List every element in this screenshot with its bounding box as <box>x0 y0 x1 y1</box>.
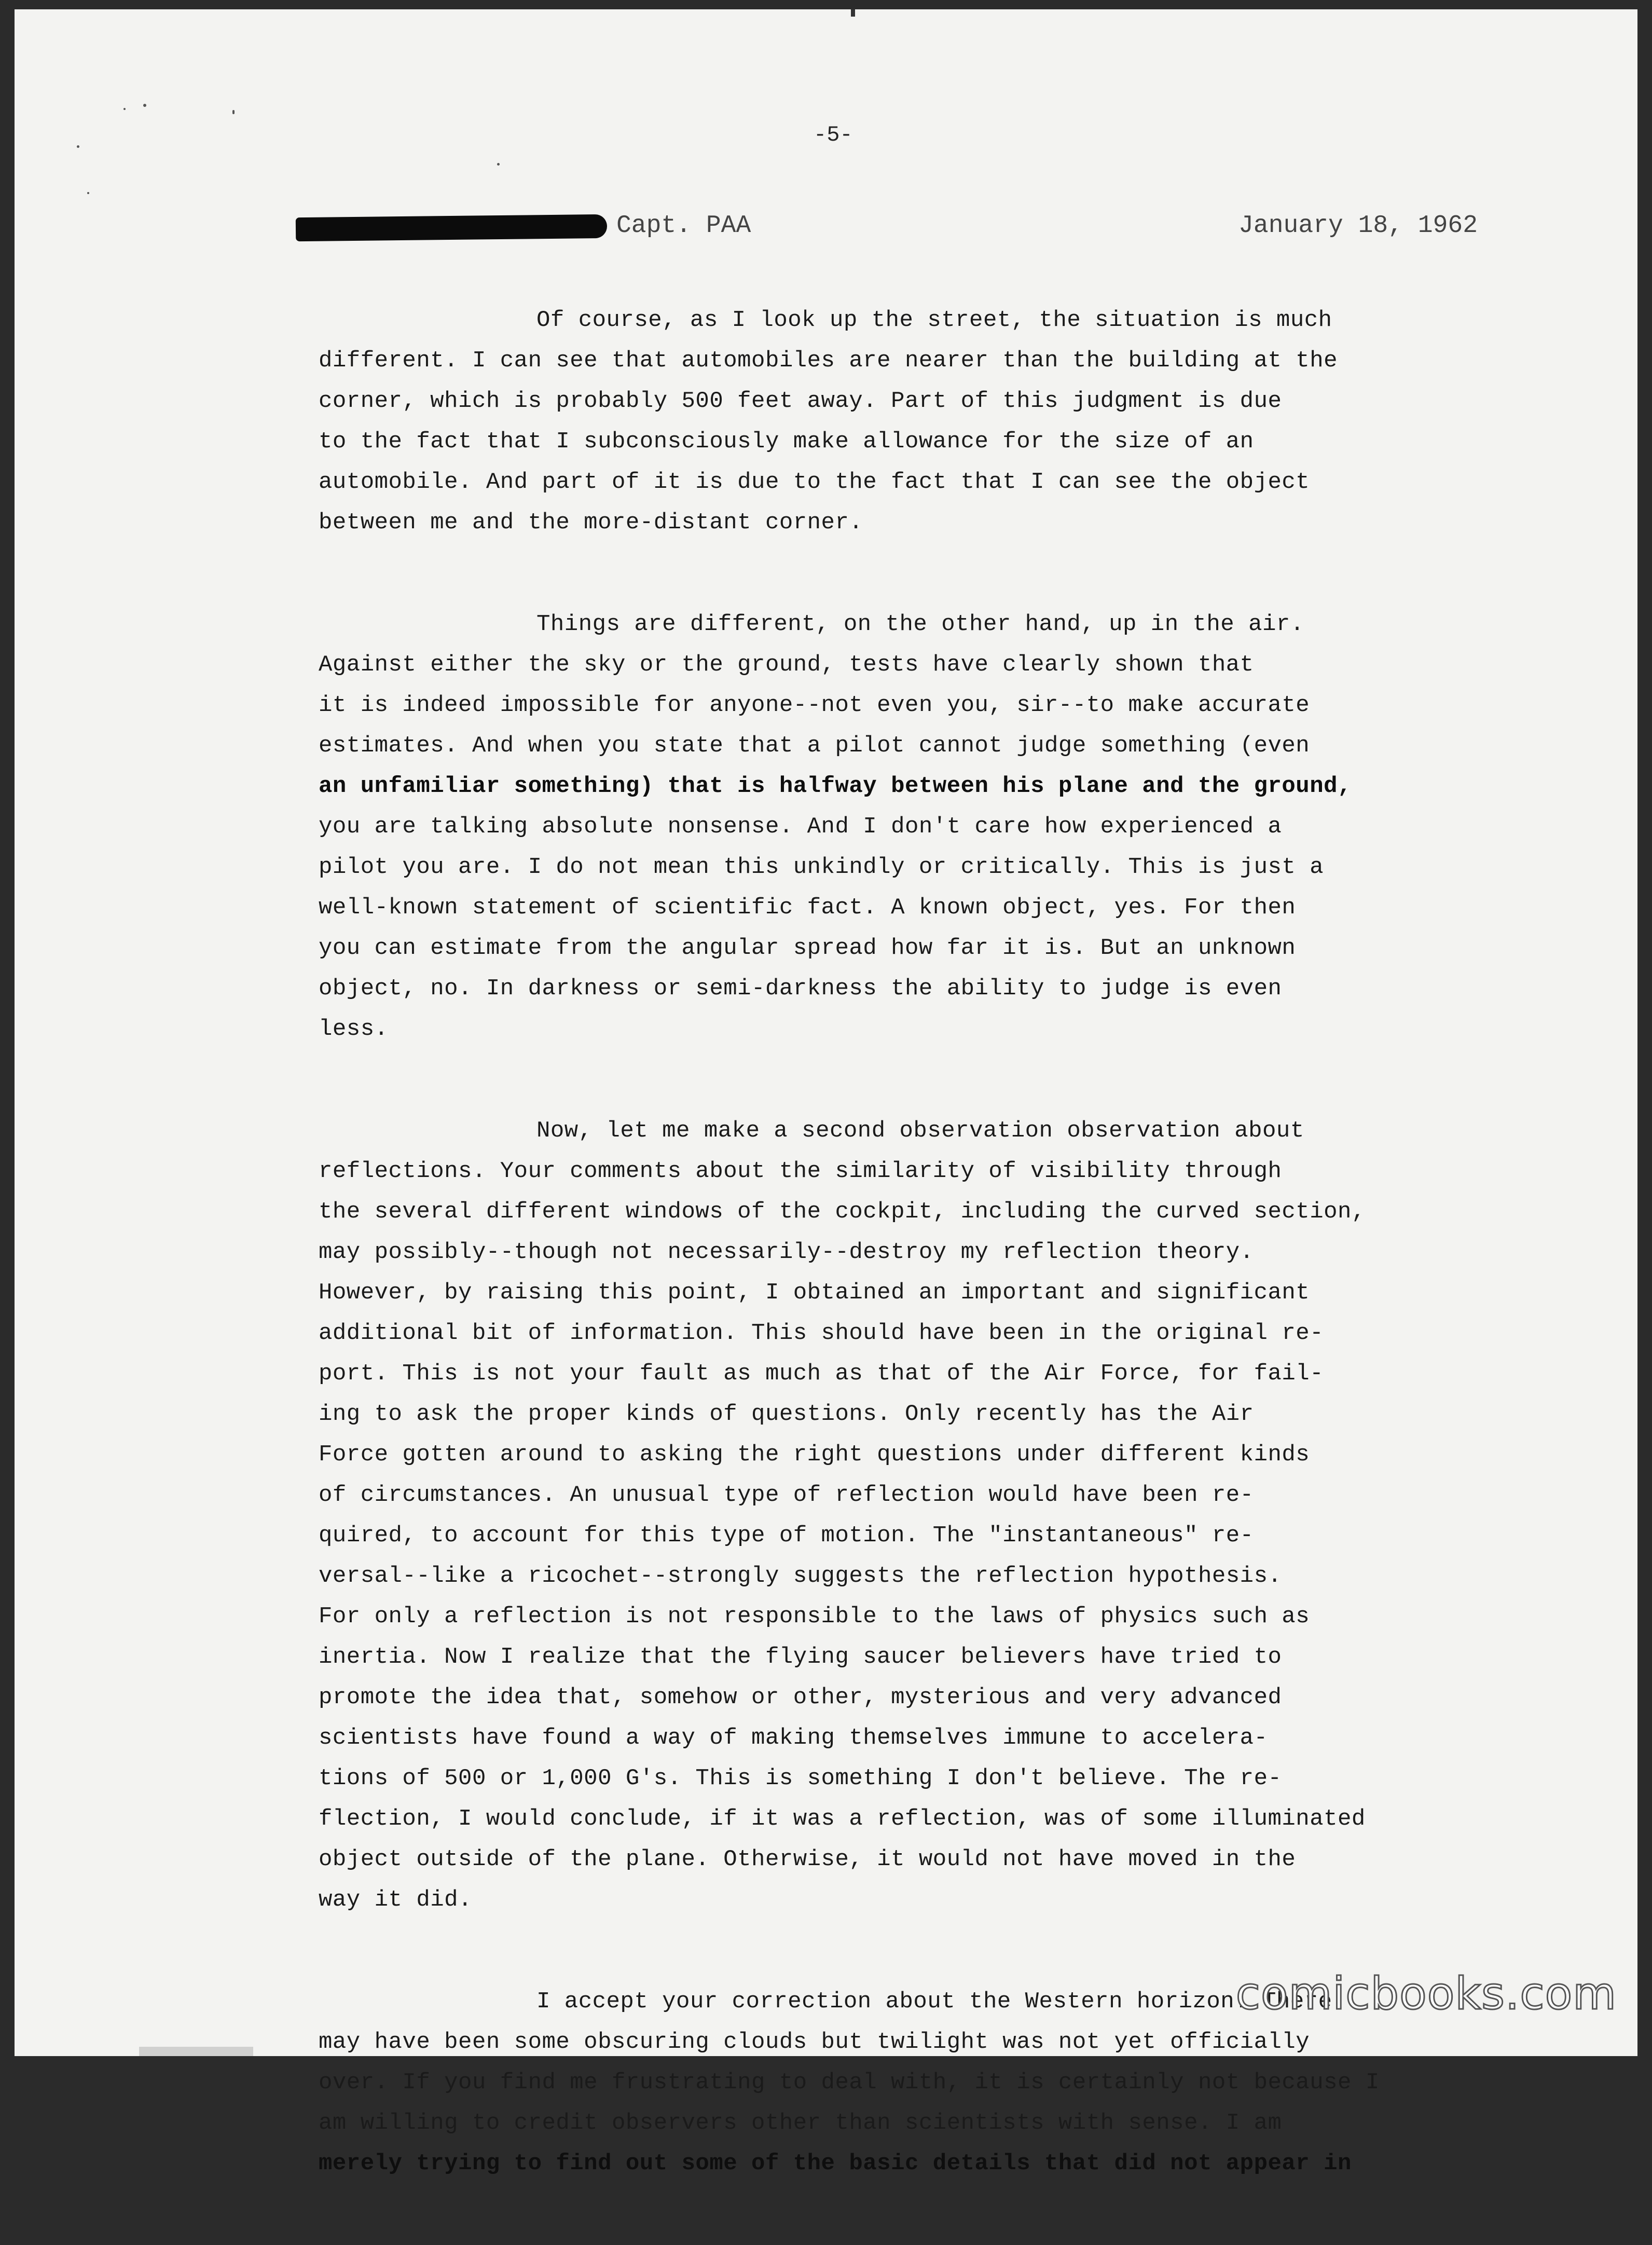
text-line: corner, which is probably 500 feet away. Part of this judgment is due <box>319 388 1282 414</box>
text-line: additional bit of information. This should have been in the original re- <box>319 1320 1324 1346</box>
letter-body <box>319 300 1517 2245</box>
text-line: different. I can see that automobiles are nearer than the building at the <box>319 348 1338 374</box>
text-line: an unfamiliar something) that is halfway between his plane and the ground, <box>319 773 1352 799</box>
text-line: between me and the more-distant corner. <box>319 510 863 536</box>
text-line: it is indeed impossible for anyone--not even you, sir--to make accurate <box>319 692 1310 718</box>
document-page <box>15 9 1637 2176</box>
redaction-mark <box>296 214 607 241</box>
text-line: the several different windows of the cockpit, including the curved section, <box>319 1199 1366 1225</box>
letter-header <box>284 209 1478 245</box>
text-line: Now, let me make a second observation observation about <box>536 1118 1304 1144</box>
text-line: promote the idea that, somehow or other, mysterious and very advanced <box>319 1685 1282 1710</box>
page-number: -5- <box>814 122 853 147</box>
text-line: Against either the sky or the ground, tests have clearly shown that <box>319 652 1254 678</box>
text-line: to the fact that I subconsciously make allowance for the size of an <box>319 429 1254 455</box>
text-line: flection, I would conclude, if it was a reflection, was of some illuminated <box>319 1806 1366 1832</box>
text-line: tions of 500 or 1,000 G's. This is something I don't believe. The re- <box>319 1765 1282 1791</box>
text-line: merely trying to find out some of the basic details that did not appear in <box>319 2151 1352 2176</box>
text-line: of circumstances. An unusual type of reflection would have been re- <box>319 1482 1254 1508</box>
text-line: well-known statement of scientific fact. A known object, yes. For then <box>319 895 1296 921</box>
text-line: over. If you find me frustrating to deal with, it is certainly not because I <box>319 2070 1380 2096</box>
text-line: way it did. <box>319 1887 472 1913</box>
text-line: estimates. And when you state that a pilot cannot judge something (even <box>319 733 1310 759</box>
paragraph <box>319 1111 1517 1920</box>
text-line: automobile. And part of it is due to the fact that I can see the object <box>319 469 1310 495</box>
text-line: port. This is not your fault as much as that of the Air Force, for fail- <box>319 1361 1324 1387</box>
text-line: versal--like a ricochet--strongly suggests the reflection hypothesis. <box>319 1563 1282 1589</box>
text-line: quired, to account for this type of motion. The "instantaneous" re- <box>319 1523 1254 1549</box>
scan-smudge <box>139 2047 253 2056</box>
text-line: object, no. In darkness or semi-darkness the ability to judge is even <box>319 976 1282 1002</box>
text-line: may possibly--though not necessarily--destroy my reflection theory. <box>319 1239 1254 1265</box>
paragraph <box>319 300 1517 543</box>
text-line: object outside of the plane. Otherwise, it would not have moved in the <box>319 1846 1296 1872</box>
text-line: pilot you are. I do not mean this unkindly or critically. This is just a <box>319 854 1324 880</box>
watermark: comicbooks.com <box>1235 1968 1617 2020</box>
text-line: Force gotten around to asking the right questions under different kinds <box>319 1442 1310 1468</box>
page-top-mark <box>851 9 855 17</box>
letter-date: January 18, 1962 <box>1238 212 1478 240</box>
text-line: Things are different, on the other hand, up in the air. <box>536 611 1304 637</box>
text-line: less. <box>319 1016 389 1042</box>
text-line: you can estimate from the angular spread how far it is. But an unknown <box>319 935 1296 961</box>
text-line: For only a reflection is not responsible to the laws of physics such as <box>319 1604 1310 1630</box>
text-line: I accept your correction about the Western horizon. There <box>536 1989 1332 2015</box>
text-line: you are talking absolute nonsense. And I don't care how experienced a <box>319 814 1282 840</box>
text-line: inertia. Now I realize that the flying saucer believers have tried to <box>319 1644 1282 1670</box>
text-line: However, by raising this point, I obtained an important and significant <box>319 1280 1310 1306</box>
text-line: reflections. Your comments about the similarity of visibility through <box>319 1158 1282 1184</box>
text-line: scientists have found a way of making themselves immune to accelera- <box>319 1725 1268 1751</box>
text-line: am willing to credit observers other than scientists with sense. I am <box>319 2110 1282 2136</box>
paragraph <box>319 604 1517 1049</box>
text-line: Of course, as I look up the street, the situation is much <box>536 307 1332 333</box>
text-line: ing to ask the proper kinds of questions. Only recently has the Air <box>319 1401 1254 1427</box>
text-line: may have been some obscuring clouds but twilight was not yet officially <box>319 2029 1310 2055</box>
sender-line: Capt. PAA <box>616 212 751 240</box>
